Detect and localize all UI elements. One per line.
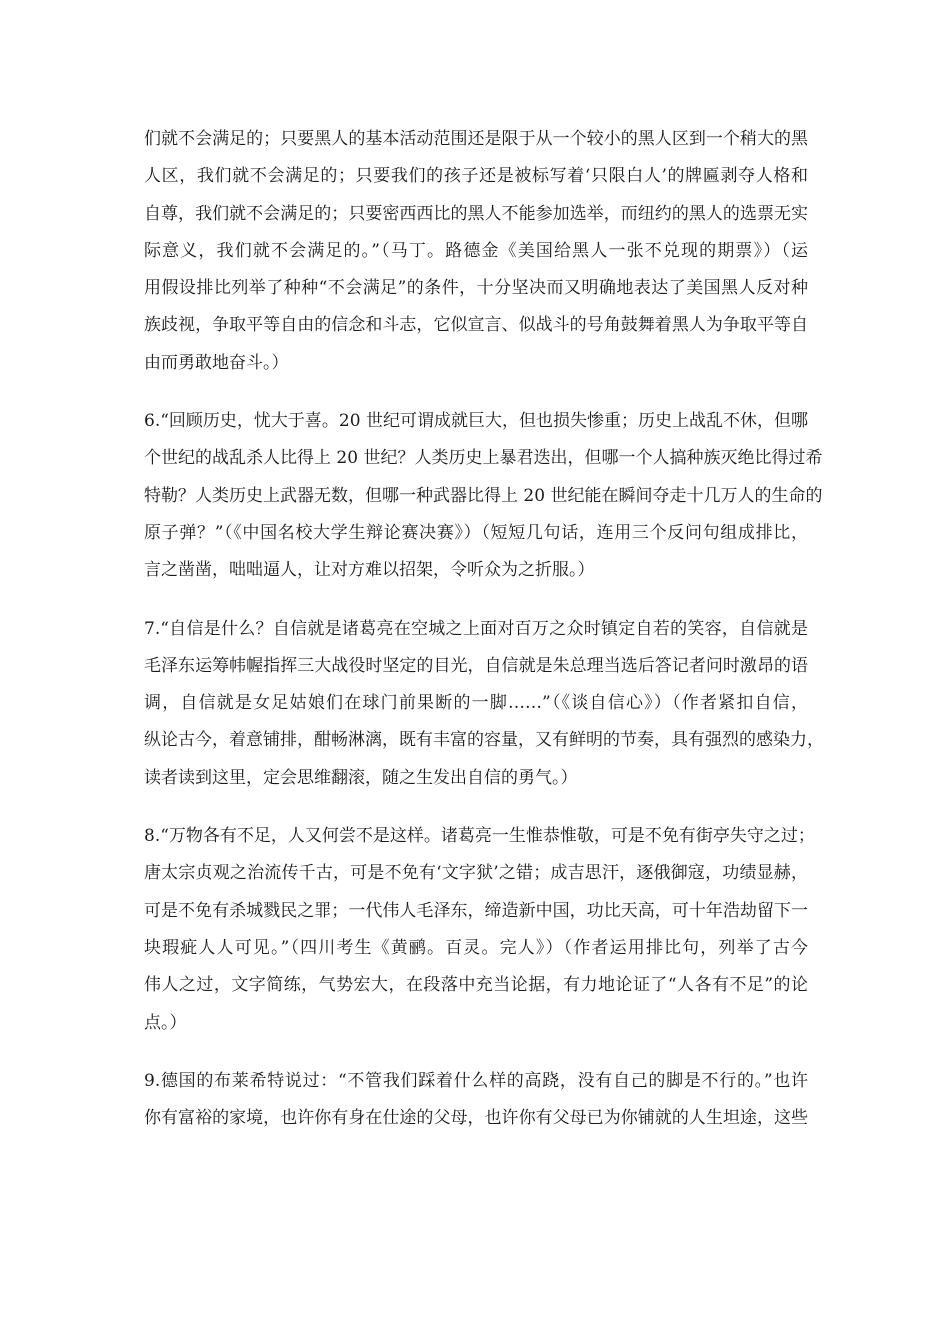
paragraph-9 <box>144 1063 808 1138</box>
text-line: 用假设排比列举了种种“不会满足”的条件，十分坚决而又明确地表达了美国黑人反对种 <box>144 278 808 299</box>
text-line: 调，自信就是女足姑娘们在球门前果断的一脚……”（《谈自信心》）（作者紧扣自信， <box>144 693 808 714</box>
text-line: 个世纪的战乱杀人比得上 20 世纪？人类历史上暴君迭出，但哪一个人搞种族灭绝比得过希 <box>144 448 823 469</box>
text-line: 唐太宗贞观之治流传千古，可是不免有‘文字狱’之错；成吉思汗，逐俄御寇，功绩显赫， <box>144 863 808 884</box>
text-line: 自尊，我们就不会满足的；只要密西西比的黑人不能参加选举，而纽约的黑人的选票无实 <box>144 203 808 224</box>
paragraph-6 <box>144 403 823 589</box>
paragraph-continued <box>144 121 808 382</box>
text-line: 特勒？人类历史上武器无数，但哪一种武器比得上 20 世纪能在瞬间夺走十几万人的生命的 <box>144 485 823 506</box>
text-line: 言之凿凿，咄咄逼人，让对方难以招架，令听众为之折服。） <box>144 560 595 581</box>
text-line: 9.德国的布莱希特说过：“不管我们踩着什么样的高跷，没有自己的脚是不行的。”也许 <box>144 1070 808 1091</box>
text-line: 块瑕疵人人可见。”（四川考生《黄鹂。百灵。完人》）（作者运用排比句，列举了古今 <box>144 937 808 958</box>
text-line: 际意义，我们就不会满足的。”（马丁。路德金《美国给黑人一张不兑现的期票》）（运 <box>144 240 808 261</box>
text-line: 毛泽东运筹帏幄指挥三大战役时坚定的目光，自信就是朱总理当选后答记者问时激昂的语 <box>144 655 808 676</box>
text-line: 你有富裕的家境，也许你有身在仕途的父母，也许你有父母已为你铺就的人生坦途，这些 <box>144 1108 808 1129</box>
text-line: 们就不会满足的；只要黑人的基本活动范围还是限于从一个较小的黑人区到一个稍大的黑 <box>144 129 808 149</box>
text-line: 7.“自信是什么？自信就是诸葛亮在空城之上面对百万之众时镇定自若的笑容，自信就是 <box>144 618 808 639</box>
paragraph-8 <box>144 818 815 1042</box>
text-line: 读者读到这里，定会思维翻滚，随之生发出自信的勇气。） <box>144 767 578 788</box>
text-line: 6.“回顾历史，忧大于喜。20 世纪可谓成就巨大，但也损失惨重；历史上战乱不休，但哪 <box>144 411 808 432</box>
text-line: 纵论古今，着意铺排，酣畅淋漓，既有丰富的容量，又有鲜明的节奏，具有强烈的感染力， <box>144 730 824 751</box>
text-line: 伟人之过，文字简练，气势宏大，在段落中充当论据，有力地论证了“人各有不足”的论 <box>144 975 808 996</box>
text-line: 由而勇敢地奋斗。） <box>144 352 289 373</box>
document-body <box>144 121 824 1158</box>
text-line: 原子弹？”（《中国名校大学生辩论赛决赛》）（短短几句话，连用三个反问句组成排比， <box>144 522 808 543</box>
text-line: 族歧视，争取平等自由的信念和斗志，它似宣言、似战斗的号角鼓舞着黑人为争取平等自 <box>144 315 808 336</box>
text-line: 8.“万物各有不足，人又何尝不是这样。诸葛亮一生惟恭惟敬，可是不免有街亭失守之过； <box>144 826 815 847</box>
paragraph-7 <box>144 611 824 797</box>
text-line: 点。） <box>144 1012 187 1033</box>
text-line: 可是不免有杀城戮民之罪；一代伟人毛泽东，缔造新中国，功比天高，可十年浩劫留下一 <box>144 900 808 921</box>
text-line: 人区，我们就不会满足的；只要我们的孩子还是被标写着‘只限白人’的牌匾剥夺人格和 <box>144 166 808 187</box>
